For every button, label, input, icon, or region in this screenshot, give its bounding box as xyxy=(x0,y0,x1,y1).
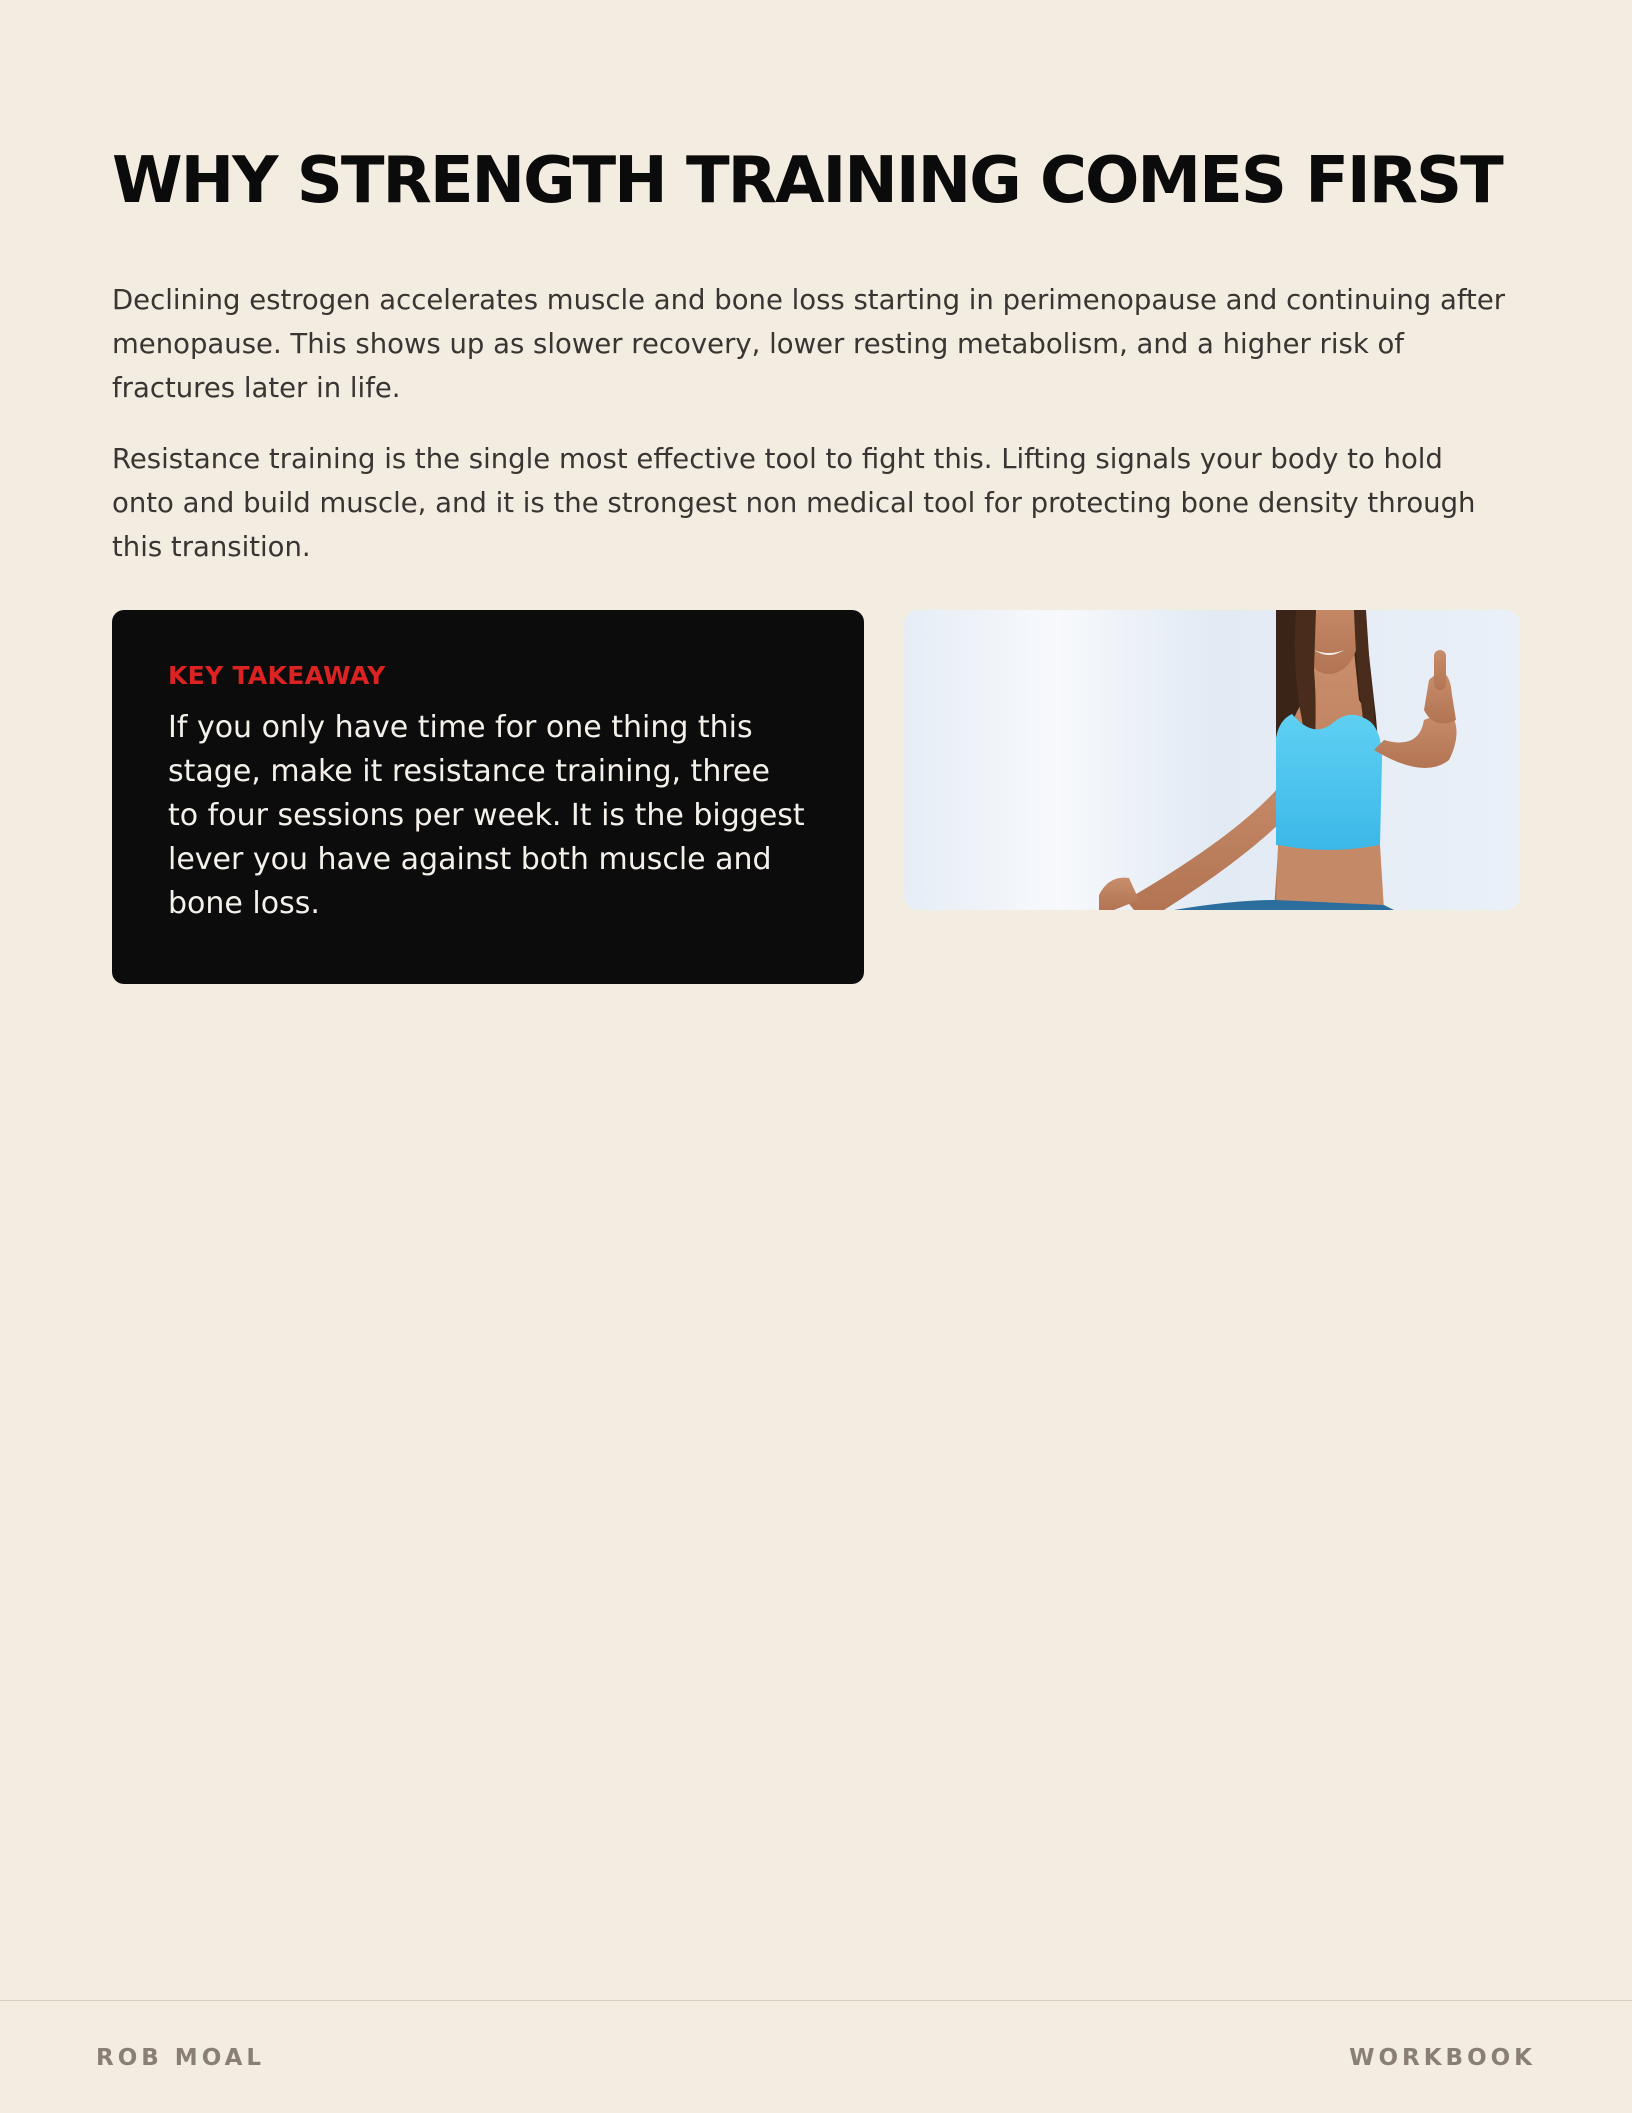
key-takeaway-text: If you only have time for one thing this stage, make it resistance training, three to four sessions per week. It is the biggest lever you have against both muscle and bone loss. xyxy=(168,710,805,921)
footer-author: ROB MOAL xyxy=(96,2045,266,2071)
page-title: WHY STRENGTH TRAINING COMES FIRST xyxy=(112,144,1502,218)
woman-thumbs-up-photo xyxy=(904,610,1520,910)
footer-workbook-label: WORKBOOK xyxy=(1349,2045,1536,2071)
key-takeaway-card xyxy=(112,610,864,984)
intro-paragraph: Declining estrogen accelerates muscle and bone loss starting in perimenopause and continuing after menopause. This shows up as slower recovery, lower resting metabolism, and a higher risk of fractures later in life. xyxy=(112,284,1506,404)
key-takeaway-label: KEY TAKEAWAY xyxy=(168,661,386,690)
page-footer xyxy=(0,2000,1632,2113)
resistance-paragraph: Resistance training is the single most effective tool to fight this. Lifting signals your body to hold onto and build muscle, and it is the strongest non medical tool for protecting bone density through this transition. xyxy=(112,443,1476,563)
